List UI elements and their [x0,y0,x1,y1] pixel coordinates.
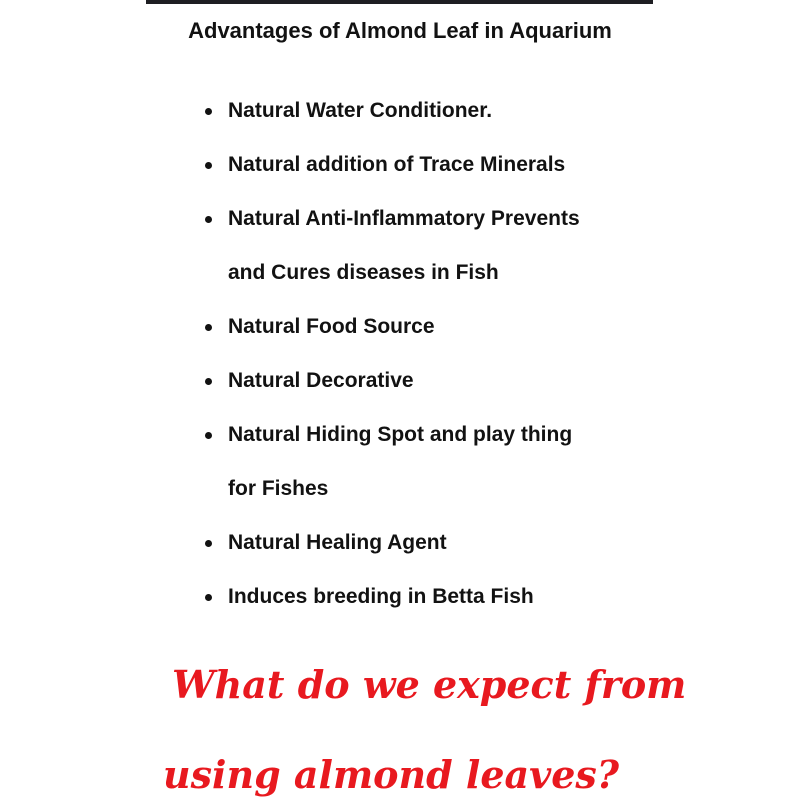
list-item [204,300,674,354]
list-item-line: Natural Decorative [228,369,414,392]
list-item-line: Natural addition of Trace Minerals [228,153,566,176]
list-item-line: Natural Anti-Inflammatory Prevents [228,207,580,230]
bullet-icon [205,594,212,601]
bullet-icon [205,432,212,439]
list-item-line: and Cures diseases in Fish [228,261,499,284]
bullet-icon [205,378,212,385]
slide-title: Advantages of Almond Leaf in Aquarium [188,18,612,43]
list-item [204,354,674,408]
list-item-line: Natural Water Conditioner. [228,99,493,122]
bullet-icon [205,108,212,115]
list-item [204,570,674,624]
list-item [204,138,674,192]
list-item-line: for Fishes [228,477,329,500]
list-item [204,84,674,138]
top-edge-bar [146,0,653,4]
list-item [204,192,674,300]
advantages-list [204,84,674,624]
bullet-icon [205,540,212,547]
list-item [204,516,674,570]
question-line: What do we expect from [172,662,687,707]
question-text [163,640,686,800]
list-item-line: Natural Food Source [228,315,435,338]
list-item-line: Natural Hiding Spot and play thing [228,423,573,446]
bullet-icon [205,324,212,331]
question-line: using almond leaves? [163,752,620,797]
list-item [204,408,674,516]
bullet-icon [205,162,212,169]
list-item-line: Natural Healing Agent [228,531,447,554]
list-item-line: Induces breeding in Betta Fish [228,585,534,608]
bullet-icon [205,216,212,223]
